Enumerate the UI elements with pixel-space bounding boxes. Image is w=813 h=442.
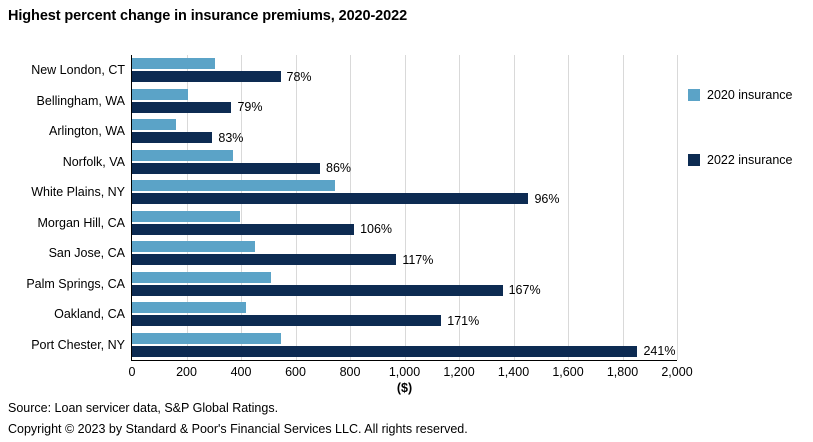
bar-value-label: 117% bbox=[402, 252, 434, 267]
legend-swatch bbox=[688, 89, 700, 101]
bar-2020-insurance[interactable] bbox=[132, 211, 240, 222]
category-label: Port Chester, NY bbox=[31, 337, 125, 352]
bar-value-label: 83% bbox=[218, 130, 244, 145]
bar-2022-insurance[interactable] bbox=[132, 191, 560, 206]
legend-item[interactable] bbox=[688, 88, 792, 102]
bar-value-label: 171% bbox=[447, 313, 480, 328]
x-tick-label: 2,000 bbox=[661, 365, 693, 379]
source-note: Source: Loan servicer data, S&P Global Ratings. bbox=[8, 401, 279, 415]
bar-2022-insurance[interactable] bbox=[132, 100, 263, 114]
legend-label: 2020 insurance bbox=[707, 88, 793, 102]
x-tick-label: 1,800 bbox=[606, 365, 639, 379]
category-label: White Plains, NY bbox=[31, 185, 125, 199]
bar-rows bbox=[26, 55, 677, 360]
category-label: Oakland, CA bbox=[54, 307, 125, 321]
category-label: Palm Springs, CA bbox=[26, 276, 125, 291]
bar-2022-insurance[interactable] bbox=[132, 344, 676, 358]
bar-value-label: 106% bbox=[360, 222, 393, 236]
legend-label: 2022 insurance bbox=[707, 153, 793, 167]
category-label: Morgan Hill, CA bbox=[37, 215, 125, 230]
category-label: New London, CT bbox=[31, 63, 125, 77]
x-tick-label: 0 bbox=[128, 365, 136, 379]
bar-2020-insurance[interactable] bbox=[132, 272, 271, 283]
gridline bbox=[677, 55, 678, 360]
bar-row bbox=[31, 55, 677, 86]
bar-2020-insurance[interactable] bbox=[132, 119, 176, 130]
legend-item[interactable] bbox=[688, 153, 792, 167]
bar-value-label: 167% bbox=[508, 283, 541, 297]
bar-value-label: 78% bbox=[286, 69, 312, 84]
bar-2020-insurance[interactable] bbox=[132, 180, 335, 191]
bar-2022-insurance[interactable] bbox=[132, 283, 541, 297]
bar-row bbox=[36, 86, 677, 117]
bar-2022-insurance[interactable] bbox=[132, 161, 352, 175]
bar-2022-insurance[interactable] bbox=[132, 313, 480, 328]
bar-2020-insurance[interactable] bbox=[132, 302, 246, 313]
copyright-note: Copyright © 2023 by Standard & Poor's Financial Services LLC. All rights reserved. bbox=[8, 422, 468, 436]
bar-row bbox=[31, 177, 677, 208]
x-tick-label: 1,000 bbox=[388, 365, 421, 379]
category-label: Arlington, WA bbox=[49, 124, 125, 138]
bar-row bbox=[62, 147, 677, 178]
x-tick-label: 1,600 bbox=[552, 365, 584, 379]
category-label: Bellingham, WA bbox=[36, 93, 125, 108]
x-tick-label: 800 bbox=[339, 365, 361, 379]
category-label: San Jose, CA bbox=[48, 246, 125, 260]
bar-row bbox=[26, 269, 677, 300]
bar-row bbox=[49, 116, 677, 147]
bar-2022-insurance[interactable] bbox=[132, 222, 393, 236]
bar-2020-insurance[interactable] bbox=[132, 241, 255, 252]
bar-row bbox=[54, 299, 677, 330]
x-tick-label: 600 bbox=[285, 365, 306, 379]
bar-2020-insurance[interactable] bbox=[132, 89, 188, 100]
bar-2020-insurance[interactable] bbox=[132, 333, 281, 344]
x-tick-label: 200 bbox=[176, 365, 197, 379]
x-tick-label: 1,200 bbox=[443, 365, 475, 379]
bar-2020-insurance[interactable] bbox=[132, 150, 233, 161]
footer-notes bbox=[8, 398, 468, 440]
bar-2022-insurance[interactable] bbox=[132, 130, 244, 145]
plot-area bbox=[26, 55, 693, 395]
bar-2022-insurance[interactable] bbox=[132, 252, 434, 267]
bar-row bbox=[31, 330, 677, 361]
bar-value-label: 241% bbox=[643, 344, 676, 358]
category-label: Norfolk, VA bbox=[62, 154, 125, 169]
bar-2020-insurance[interactable] bbox=[132, 58, 215, 69]
x-axis-title: ($) bbox=[396, 381, 413, 395]
bar-value-label: 79% bbox=[237, 100, 263, 114]
legend-swatch bbox=[688, 154, 700, 166]
chart-title: Highest percent change in insurance premiums, 2020-2022 bbox=[8, 8, 408, 24]
x-tick-label: 400 bbox=[230, 365, 252, 379]
bar-2022-insurance[interactable] bbox=[132, 69, 312, 84]
bar-row bbox=[37, 208, 677, 239]
bar-value-label: 96% bbox=[534, 191, 560, 206]
bar-value-label: 86% bbox=[326, 161, 352, 175]
x-tick-label: 1,400 bbox=[497, 365, 530, 379]
bar-row bbox=[48, 238, 677, 269]
